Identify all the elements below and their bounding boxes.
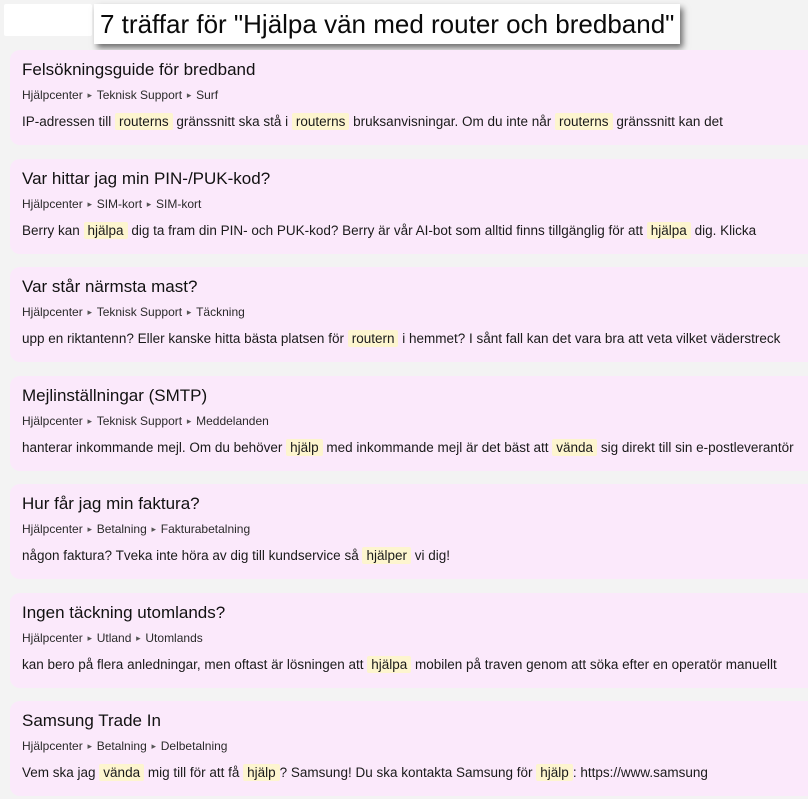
result-card-6[interactable] <box>10 593 808 688</box>
result-snippet <box>22 329 808 349</box>
result-snippet <box>22 763 808 783</box>
snippet-text: Vem ska jag <box>22 765 100 780</box>
breadcrumb-link[interactable]: Täckning <box>196 305 245 319</box>
breadcrumb <box>22 304 808 320</box>
breadcrumb <box>22 738 808 754</box>
result-card-3[interactable] <box>10 267 808 362</box>
breadcrumb-link[interactable]: Hjälpcenter <box>22 413 83 428</box>
chevron-right-icon: ▸ <box>87 524 92 534</box>
result-title-link[interactable]: Hur får jag min faktura? <box>22 494 200 513</box>
snippet-text: kan bero på flera anledningar, men oftast är lösningen att <box>22 656 368 672</box>
snippet-text: mobilen på traven genom att söka efter en operatör manuellt <box>411 656 777 672</box>
breadcrumb-link[interactable]: Teknisk Support <box>96 305 183 319</box>
results-list <box>10 50 808 799</box>
snippet-text: IP-adressen till <box>22 114 116 129</box>
result-snippet <box>22 655 808 675</box>
result-title-link[interactable]: Mejlinställningar (SMTP) <box>22 385 208 405</box>
chevron-right-icon: ▸ <box>186 90 192 100</box>
chevron-right-icon: ▸ <box>87 632 92 643</box>
chevron-right-icon: ▸ <box>87 307 92 317</box>
result-card-2[interactable] <box>10 159 808 254</box>
highlighted-term: hjälpa <box>84 222 128 239</box>
results-heading: 7 träffar för "Hjälpa vän med router och bredband" <box>94 4 680 44</box>
breadcrumb-link[interactable]: Hjälpcenter <box>22 196 83 211</box>
chevron-right-icon: ▸ <box>151 741 157 751</box>
result-snippet <box>22 546 808 566</box>
search-input[interactable] <box>4 4 92 36</box>
breadcrumb-link[interactable]: Hjälpcenter <box>22 88 83 102</box>
breadcrumb-link[interactable]: Utomlands <box>145 630 203 645</box>
snippet-text: vi dig! <box>410 548 451 563</box>
snippet-text: med inkommande mejl är det bäst att <box>322 439 553 455</box>
result-card-5[interactable] <box>10 484 808 579</box>
result-snippet <box>22 221 808 241</box>
result-title-link[interactable]: Var står närmsta mast? <box>22 277 198 296</box>
highlighted-term: vända <box>99 764 144 781</box>
highlighted-term: routerns <box>292 113 350 130</box>
breadcrumb-link[interactable]: Delbetalning <box>160 739 228 753</box>
result-title-link[interactable]: Felsökningsguide för bredband <box>22 60 256 79</box>
snippet-text: gränssnitt ska stå i <box>172 114 292 129</box>
breadcrumb <box>22 630 808 646</box>
snippet-text: dig. Klicka <box>690 222 757 238</box>
breadcrumb <box>22 196 808 212</box>
highlighted-term: routerns <box>555 113 613 130</box>
breadcrumb-link[interactable]: SIM-kort <box>96 196 143 211</box>
result-card-1[interactable] <box>10 50 808 145</box>
highlighted-term: hjälp <box>286 439 323 456</box>
result-title-link[interactable]: Var hittar jag min PIN-/PUK-kod? <box>22 168 271 188</box>
breadcrumb-link[interactable]: SIM-kort <box>156 196 202 211</box>
chevron-right-icon: ▸ <box>87 90 92 100</box>
breadcrumb <box>22 521 808 537</box>
snippet-text: gränssnitt kan det <box>612 114 723 129</box>
breadcrumb-link[interactable]: Hjälpcenter <box>22 739 83 753</box>
breadcrumb-link[interactable]: Teknisk Support <box>96 88 183 102</box>
highlighted-term: routern <box>348 330 399 347</box>
chevron-right-icon: ▸ <box>186 307 192 317</box>
chevron-right-icon: ▸ <box>186 415 192 426</box>
highlighted-term: vända <box>552 439 597 456</box>
chevron-right-icon: ▸ <box>151 524 157 534</box>
snippet-text: sig direkt till sin e-postleverantör <box>597 439 794 455</box>
highlighted-term: hjälp <box>536 764 573 781</box>
breadcrumb-link[interactable]: Hjälpcenter <box>22 522 83 536</box>
snippet-text: Berry kan <box>22 222 84 238</box>
chevron-right-icon: ▸ <box>87 741 92 751</box>
snippet-text: bruksanvisningar. Om du inte når <box>349 114 556 129</box>
snippet-text: någon faktura? Tveka inte höra av dig till kundservice så <box>22 548 363 563</box>
breadcrumb-link[interactable]: Fakturabetalning <box>160 522 251 536</box>
result-title-link[interactable]: Ingen täckning utomlands? <box>22 602 226 622</box>
breadcrumb <box>22 87 808 103</box>
highlighted-term: hjälpa <box>367 656 411 673</box>
snippet-text: dig ta fram din PIN- och PUK-kod? Berry är vår AI-bot som alltid finns tillgänglig för att <box>127 222 647 238</box>
breadcrumb-link[interactable]: Hjälpcenter <box>22 630 83 645</box>
breadcrumb-link[interactable]: Utland <box>96 630 132 645</box>
breadcrumb-link[interactable]: Hjälpcenter <box>22 305 83 319</box>
result-card-7[interactable] <box>10 701 808 796</box>
snippet-text: ? Samsung! Du ska kontakta Samsung för <box>279 765 537 780</box>
highlighted-term: hjälpa <box>647 222 691 239</box>
chevron-right-icon: ▸ <box>136 632 141 643</box>
snippet-text: i hemmet? I sånt fall kan det vara bra att veta vilket väderstreck <box>398 331 781 346</box>
snippet-text: upp en riktantenn? Eller kanske hitta bästa platsen för <box>22 331 348 346</box>
chevron-right-icon: ▸ <box>87 415 92 426</box>
highlighted-term: routerns <box>115 113 173 130</box>
highlighted-term: hjälp <box>243 764 280 781</box>
highlighted-term: hjälper <box>362 547 411 564</box>
breadcrumb-link[interactable]: Surf <box>196 88 219 102</box>
breadcrumb-link[interactable]: Meddelanden <box>196 413 269 428</box>
breadcrumb-link[interactable]: Betalning <box>96 739 147 753</box>
snippet-text: : https://www.samsung <box>572 765 708 780</box>
breadcrumb <box>22 413 808 429</box>
result-snippet <box>22 112 808 132</box>
snippet-text: mig till för att få <box>144 765 244 780</box>
result-title-link[interactable]: Samsung Trade In <box>22 711 161 730</box>
result-snippet <box>22 438 808 458</box>
result-card-4[interactable] <box>10 376 808 471</box>
snippet-text: hanterar inkommande mejl. Om du behöver <box>22 439 287 455</box>
chevron-right-icon: ▸ <box>87 198 92 209</box>
breadcrumb-link[interactable]: Betalning <box>96 522 147 536</box>
breadcrumb-link[interactable]: Teknisk Support <box>96 413 183 428</box>
chevron-right-icon: ▸ <box>146 198 152 209</box>
